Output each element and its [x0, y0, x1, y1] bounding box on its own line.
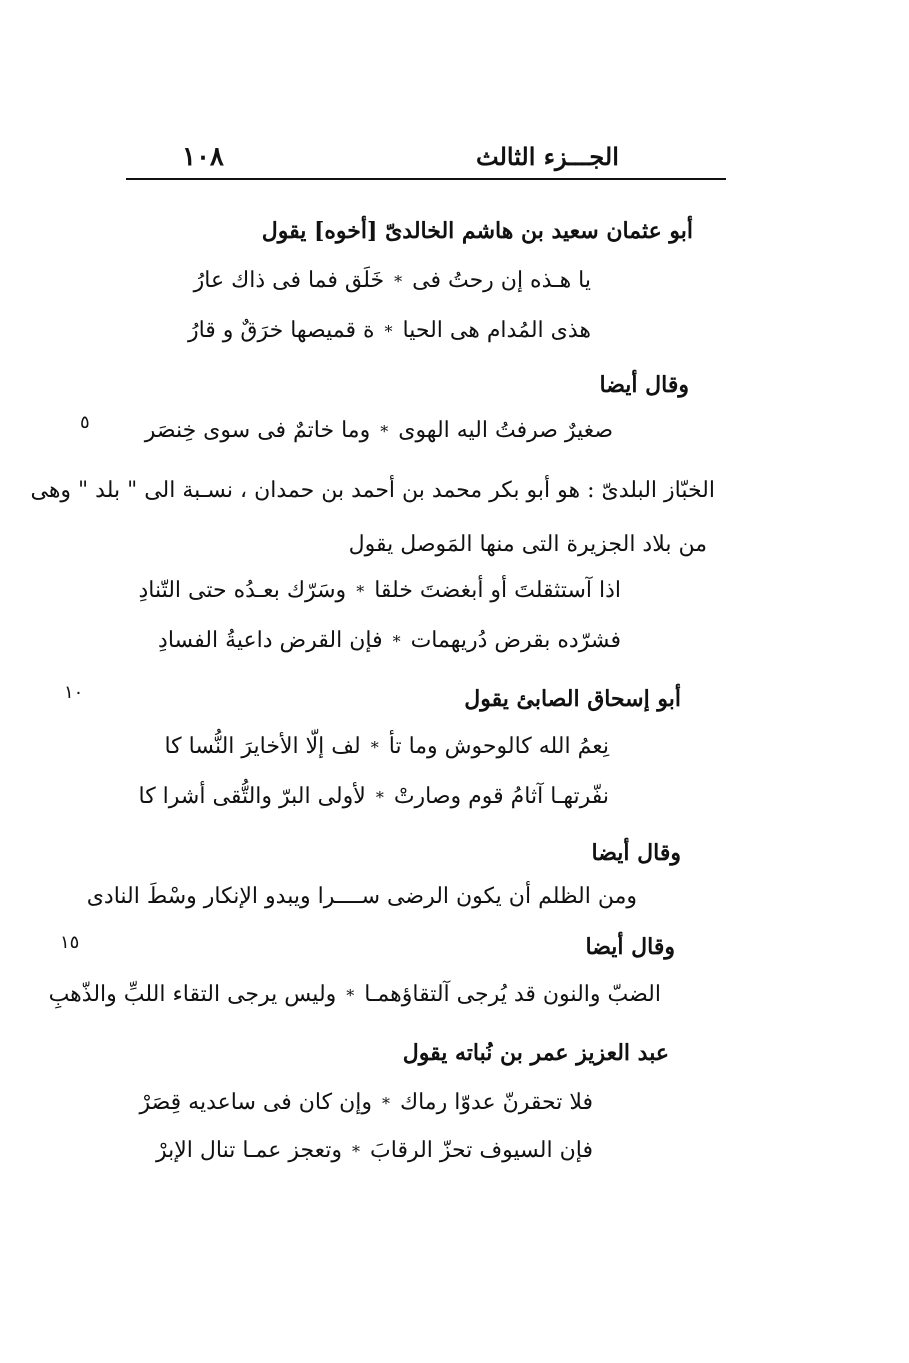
- verse-second-hemistich: وليس يرجى التقاء اللبِّ والذّهبِ: [48, 982, 337, 1007]
- verse-second-hemistich: وتعجز عمـا تنال الإبرْ: [155, 1138, 343, 1163]
- verse-first-hemistich: فشرّده بقرض دُريهمات: [410, 628, 621, 653]
- verse-line: [139, 784, 609, 809]
- verse-line: [188, 318, 591, 343]
- verse-second-hemistich: ة قميصها خرَقٌ و قارُ: [187, 318, 375, 343]
- verse-second-hemistich: لأولى البرّ والتُّقى أشرا كا: [138, 784, 366, 809]
- verse-second-hemistich: فإن القرض داعيةُ الفسادِ: [158, 628, 383, 653]
- margin-number-10: ١٠: [64, 682, 84, 703]
- verse-second-hemistich: وإن كان فى ساعديه قِصَرْ: [139, 1090, 372, 1115]
- running-title: الجـــزء الثالث: [476, 142, 619, 171]
- hemistich-separator: *: [394, 272, 403, 291]
- verse-second-hemistich: لف إلّا الأخايرَ النُّسا كا: [164, 734, 361, 759]
- verse-first-hemistich: صغيرٌ صرفتُ اليه الهوى: [398, 418, 613, 443]
- verse-line: [156, 1138, 593, 1163]
- hemistich-separator: *: [392, 632, 401, 651]
- verse-first-hemistich: هذى المُدام هى الحيا: [402, 318, 591, 343]
- page-header: [126, 140, 726, 180]
- hemistich-separator: *: [384, 322, 393, 341]
- verse-first-hemistich: الضبّ والنون قد يُرجى آلتقاؤهمـا: [364, 982, 661, 1007]
- hemistich-separator: *: [380, 422, 389, 441]
- verse-line-prose: ومن الظلم أن يكون الرضى ســــرا ويبدو الإنكار وسْطَ النادى: [86, 884, 637, 909]
- hemistich-separator: *: [381, 1094, 390, 1113]
- verse-line: [164, 734, 609, 759]
- verse-first-hemistich: نِعمُ الله كالوحوش وما تأ: [388, 734, 609, 759]
- section-heading: وقال أيضا: [599, 372, 689, 398]
- hemistich-separator: *: [370, 738, 379, 757]
- verse-first-hemistich: يا هـذه إن رحتُ فى: [412, 268, 591, 293]
- verse-line: [139, 1090, 593, 1115]
- page-number: ١٠٨: [182, 142, 224, 172]
- section-heading: وقال أيضا: [591, 840, 681, 866]
- margin-number-15: ١٥: [60, 932, 80, 953]
- hemistich-separator: *: [352, 1142, 361, 1161]
- author-heading: أبو عثمان سعيد بن هاشم الخالدىّ [أخوه] يقول: [261, 218, 693, 244]
- hemistich-separator: *: [346, 986, 355, 1005]
- verse-line: [49, 982, 661, 1007]
- verse-first-hemistich: فلا تحقرنّ عدوّا رماك: [399, 1090, 593, 1115]
- verse-first-hemistich: اذا آستثقلتَ أو أبغضتَ خلقا: [374, 578, 621, 603]
- verse-line: [145, 418, 613, 443]
- verse-line: [158, 628, 621, 653]
- biography-line: الخبّاز البلدىّ : هو أبو بكر محمد بن أحمد بن حمدان ، نسـبة الى " بلد " وهى: [30, 478, 715, 503]
- section-heading: وقال أيضا: [585, 934, 675, 960]
- hemistich-separator: *: [356, 582, 365, 601]
- biography-line: من بلاد الجزيرة التى منها المَوصل يقول: [348, 532, 707, 557]
- verse-line: [194, 268, 591, 293]
- verse-first-hemistich: نفّرتهـا آثامُ قوم وصارتْ: [393, 784, 609, 809]
- hemistich-separator: *: [375, 788, 384, 807]
- verse-first-hemistich: فإن السيوف تحزّ الرقابَ: [370, 1138, 593, 1163]
- margin-number-5: ٥: [80, 412, 90, 433]
- verse-second-hemistich: وسَرّك بعـدُه حتى التّنادِ: [138, 578, 347, 603]
- author-heading: عبد العزيز عمر بن نُباته يقول: [402, 1040, 669, 1066]
- verse-line: [138, 578, 621, 603]
- verse-second-hemistich: خَلَق فما فى ذاك عارُ: [193, 268, 385, 293]
- verse-second-hemistich: وما خاتمٌ فى سوى خِنصَر: [144, 418, 371, 443]
- author-heading: أبو إسحاق الصابئ يقول: [464, 686, 681, 712]
